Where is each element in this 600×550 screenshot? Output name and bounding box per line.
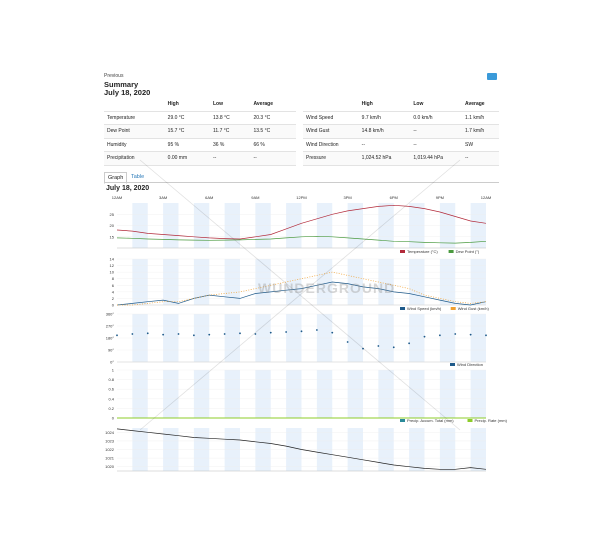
table-cell: SW <box>462 138 499 152</box>
table-cell: 36 % <box>210 138 250 152</box>
table-cell: 14.8 km/h <box>359 125 411 139</box>
hour-band <box>378 370 393 418</box>
table-header-cell: Average <box>462 98 499 111</box>
y-tick-label: 180° <box>105 335 114 341</box>
y-tick-label: 1 <box>111 367 114 373</box>
y-tick-label: 1024 <box>105 429 114 435</box>
table-cell: -- <box>410 125 462 139</box>
hour-band <box>255 370 270 418</box>
y-tick-label: 90° <box>107 347 114 353</box>
wind-direction-point <box>178 333 180 335</box>
legend-label: Wind Speed (km/h) <box>407 306 442 311</box>
wind-direction-point <box>408 342 410 344</box>
y-tick-label: 8 <box>111 276 114 282</box>
legend-label: Wind Gust (km/h) <box>457 306 489 311</box>
legend-swatch <box>400 307 405 310</box>
legend-swatch <box>451 307 456 310</box>
table-cell: 11.7 °C <box>210 125 250 139</box>
wind-direction-point <box>347 341 349 343</box>
time-axis-label: 12AM <box>111 195 123 200</box>
time-axis-label: 3PM <box>343 195 352 200</box>
table-header-cell: Average <box>250 98 296 111</box>
table-cell: Wind Gust <box>303 125 359 139</box>
tab-graph[interactable]: Graph <box>104 172 127 184</box>
y-tick-label: 6 <box>111 282 114 288</box>
y-tick-label: 0° <box>110 359 114 365</box>
hour-band <box>132 259 147 305</box>
table-cell: Pressure <box>303 152 359 166</box>
table-cell: 9.7 km/h <box>359 111 411 125</box>
legend-label: Temperature (°C) <box>407 249 438 254</box>
table-cell: 1.1 km/h <box>462 111 499 125</box>
hour-band <box>132 370 147 418</box>
hour-band <box>163 259 178 305</box>
hour-band <box>286 370 301 418</box>
time-axis-label: 6AM <box>205 195 214 200</box>
legend-label: Precip. Accum. Total (mm) <box>407 418 454 423</box>
table-header-cell: Low <box>410 98 462 111</box>
previous-link[interactable]: Previous <box>104 73 124 79</box>
wind-direction-point <box>208 334 210 336</box>
wind-direction-point <box>316 329 318 331</box>
table-cell: 1,019.44 hPa <box>410 152 462 166</box>
time-axis-label: 12PM <box>296 195 307 200</box>
table-cell: Dew Point <box>104 125 165 139</box>
table-cell: -- <box>462 152 499 166</box>
wind-direction-point <box>162 334 164 336</box>
y-tick-label: 1020 <box>105 464 114 470</box>
legend-swatch <box>400 419 405 422</box>
table-cell: 13.8 °C <box>210 111 250 125</box>
table-cell: -- <box>250 152 296 166</box>
table-cell: Humidity <box>104 138 165 152</box>
y-tick-label: 0 <box>111 302 114 308</box>
y-tick-label: 0.2 <box>108 405 114 411</box>
wind-direction-point <box>270 332 272 334</box>
table-cell: -- <box>210 152 250 166</box>
hour-band <box>317 370 332 418</box>
page-title: Summary <box>104 80 139 89</box>
tab-table[interactable]: Table <box>131 174 145 180</box>
table-cell: 0.00 mm <box>165 152 210 166</box>
y-tick-label: 14 <box>109 256 114 262</box>
summary-date: July 18, 2020 <box>104 88 151 97</box>
hour-band <box>194 370 209 418</box>
table-cell: Wind Direction <box>303 138 359 152</box>
hour-band <box>471 259 486 305</box>
y-tick-label: 360° <box>105 311 114 317</box>
table-cell: -- <box>359 138 411 152</box>
wind-direction-point <box>193 334 195 336</box>
time-axis-label: 9AM <box>251 195 260 200</box>
y-tick-label: 25 <box>109 211 114 217</box>
table-cell: Temperature <box>104 111 165 125</box>
table-header-cell: Low <box>210 98 250 111</box>
y-tick-label: 1021 <box>105 455 114 461</box>
legend-swatch <box>450 363 455 366</box>
wind-direction-point <box>393 346 395 348</box>
table-header-cell: High <box>359 98 411 111</box>
y-tick-label: 20 <box>109 223 114 228</box>
y-tick-label: 15 <box>109 234 114 240</box>
table-cell: Precipitation <box>104 152 165 166</box>
wind-direction-point <box>301 330 303 332</box>
wind-direction-point <box>424 336 426 338</box>
table-cell: 29.0 °C <box>165 111 210 125</box>
y-tick-label: 0.8 <box>108 377 114 383</box>
table-cell: 1.7 km/h <box>462 125 499 139</box>
y-tick-label: 0 <box>111 415 114 421</box>
y-tick-label: 10 <box>109 269 114 275</box>
time-axis-label: 3AM <box>159 195 168 200</box>
table-cell: 20.3 °C <box>250 111 296 125</box>
table-cell: Wind Speed <box>303 111 359 125</box>
y-tick-label: 0.6 <box>108 386 114 392</box>
hour-band <box>409 259 424 305</box>
graph-date: July 18, 2020 <box>106 185 150 192</box>
y-tick-label: 1023 <box>105 438 114 444</box>
table-cell: 1,024.52 hPa <box>359 152 411 166</box>
y-tick-label: 12 <box>109 263 114 269</box>
table-header-cell: High <box>165 98 210 111</box>
table-cell: -- <box>410 138 462 152</box>
watermark: WUNDERGROUND <box>258 280 396 296</box>
wind-direction-point <box>377 345 379 347</box>
table-cell: 15.7 °C <box>165 125 210 139</box>
wind-direction-point <box>147 332 149 334</box>
table-cell: 0.0 km/h <box>410 111 462 125</box>
wind-direction-point <box>470 334 472 336</box>
table-cell: 95 % <box>165 138 210 152</box>
time-axis-label: 9PM <box>435 195 444 200</box>
legend-swatch <box>449 250 454 253</box>
hour-band <box>440 370 455 418</box>
y-tick-label: 1022 <box>105 447 114 452</box>
wind-direction-point <box>116 334 118 336</box>
table-cell: 13.5 °C <box>250 125 296 139</box>
wind-direction-point <box>485 334 487 336</box>
wind-direction-point <box>331 332 333 334</box>
wind-direction-point <box>439 334 441 336</box>
time-axis-label: 6PM <box>389 195 398 200</box>
wind-direction-point <box>131 333 133 335</box>
wind-direction-point <box>224 333 226 335</box>
legend-swatch <box>468 419 473 422</box>
hour-band <box>348 370 363 418</box>
wind-direction-point <box>454 333 456 335</box>
y-tick-label: 0.4 <box>108 396 114 402</box>
legend-swatch <box>400 250 405 253</box>
legend-label: Wind Direction <box>457 362 484 367</box>
wind-direction-point <box>239 332 241 334</box>
y-tick-label: 4 <box>111 289 114 295</box>
legend-label: Dew Point (°) <box>455 249 480 254</box>
table-cell: 66 % <box>250 138 296 152</box>
y-tick-label: 270° <box>105 323 114 329</box>
y-tick-label: 2 <box>111 295 114 301</box>
hour-band <box>471 370 486 418</box>
legend-label: Precip. Rate (mm) <box>474 418 507 423</box>
time-axis-label: 12AM <box>480 195 492 200</box>
hour-band <box>163 370 178 418</box>
wind-direction-point <box>285 331 287 333</box>
hour-band <box>225 370 240 418</box>
hour-band <box>440 259 455 305</box>
